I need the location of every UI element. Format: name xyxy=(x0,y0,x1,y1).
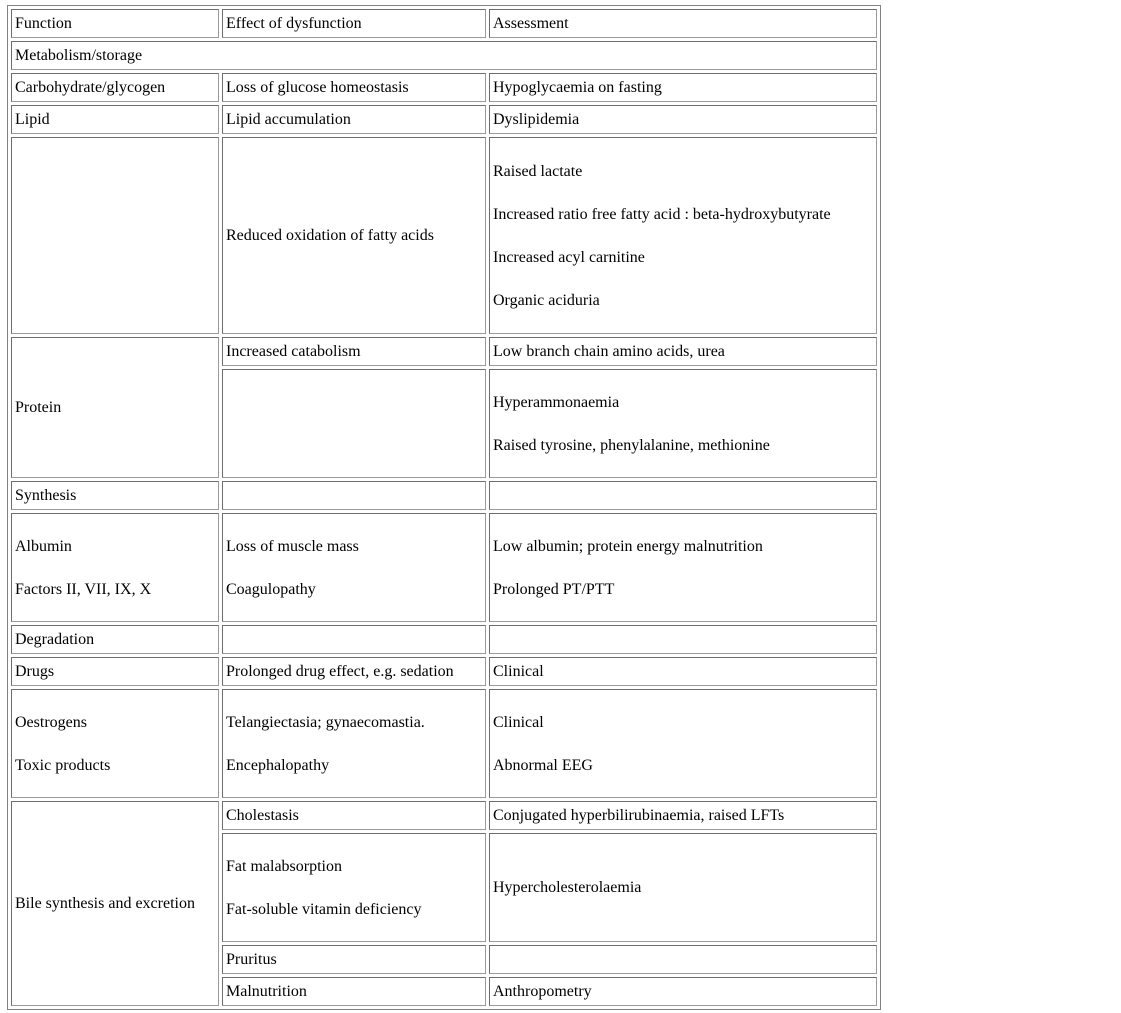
section-row-metabolism-storage xyxy=(11,41,877,70)
cell-assessment-cholestasis: Conjugated hyperbilirubinaemia, raised LFTs xyxy=(489,801,877,830)
cell-assessment-anthropometry: Anthropometry xyxy=(489,977,877,1006)
section-row-synthesis xyxy=(11,481,877,510)
cell-function-oestrogens-toxins xyxy=(11,689,219,798)
cell-function-bile-synthesis: Bile synthesis and excretion xyxy=(11,801,219,1006)
header-assessment: Assessment xyxy=(489,9,877,38)
table-row-protein-catabolism xyxy=(11,337,877,366)
empty-cell xyxy=(11,137,219,334)
cell-effect-albumin-factors xyxy=(222,513,486,622)
effect-line: Loss of muscle mass xyxy=(226,537,359,555)
cell-assessment-lipid: Dyslipidemia xyxy=(489,105,877,134)
assessment-line: Increased acyl carnitine xyxy=(493,248,645,266)
function-line: Factors II, VII, IX, X xyxy=(15,580,152,598)
cell-effect-cholestasis: Cholestasis xyxy=(222,801,486,830)
header-effect-of-dysfunction: Effect of dysfunction xyxy=(222,9,486,38)
cell-assessment-protein-amino-acids xyxy=(489,369,877,478)
table-row-carbohydrate xyxy=(11,73,877,102)
empty-cell xyxy=(222,369,486,478)
effect-line: Fat-soluble vitamin deficiency xyxy=(226,900,422,918)
cell-assessment-albumin-factors xyxy=(489,513,877,622)
table-row-bile-cholestasis xyxy=(11,801,877,830)
function-line: Albumin xyxy=(15,537,72,555)
table-row-fatty-acid-oxidation xyxy=(11,137,877,334)
section-label-degradation: Degradation xyxy=(11,625,219,654)
cell-assessment-oestrogens-toxins xyxy=(489,689,877,798)
cell-assessment-carbohydrate: Hypoglycaemia on fasting xyxy=(489,73,877,102)
empty-cell xyxy=(489,481,877,510)
table-row-lipid xyxy=(11,105,877,134)
empty-cell xyxy=(222,481,486,510)
empty-cell xyxy=(222,625,486,654)
cell-effect-oestrogens-toxins xyxy=(222,689,486,798)
cell-function-carbohydrate: Carbohydrate/glycogen xyxy=(11,73,219,102)
cell-effect-drugs: Prolonged drug effect, e.g. sedation xyxy=(222,657,486,686)
table-row-oestrogens-toxins xyxy=(11,689,877,798)
table-header-row xyxy=(11,9,877,38)
table-row-albumin-factors xyxy=(11,513,877,622)
header-function: Function xyxy=(11,9,219,38)
function-line: Oestrogens xyxy=(15,713,87,731)
assessment-line: Increased ratio free fatty acid : beta-hydroxybutyrate xyxy=(493,205,831,223)
cell-assessment-fat-malabsorption: Hypercholesterolaemia xyxy=(489,833,877,942)
cell-effect-protein-catabolism: Increased catabolism xyxy=(222,337,486,366)
assessment-line: Low albumin; protein energy malnutrition xyxy=(493,537,763,555)
effect-line: Telangiectasia; gynaecomastia. xyxy=(226,713,425,731)
cell-effect-fatty-acid-oxidation: Reduced oxidation of fatty acids xyxy=(222,137,486,334)
section-row-degradation xyxy=(11,625,877,654)
cell-assessment-fatty-acid-oxidation xyxy=(489,137,877,334)
cell-function-drugs: Drugs xyxy=(11,657,219,686)
cell-function-albumin-factors xyxy=(11,513,219,622)
table-row-drugs xyxy=(11,657,877,686)
section-label-synthesis: Synthesis xyxy=(11,481,219,510)
assessment-line: Raised tyrosine, phenylalanine, methionine xyxy=(493,436,770,454)
cell-effect-carbohydrate: Loss of glucose homeostasis xyxy=(222,73,486,102)
assessment-line: Prolonged PT/PTT xyxy=(493,580,615,598)
effect-line: Coagulopathy xyxy=(226,580,316,598)
cell-assessment-drugs: Clinical xyxy=(489,657,877,686)
liver-function-table xyxy=(7,5,881,1010)
assessment-line: Hyperammonaemia xyxy=(493,393,620,411)
cell-function-lipid: Lipid xyxy=(11,105,219,134)
section-label-metabolism-storage: Metabolism/storage xyxy=(11,41,877,70)
assessment-line: Raised lactate xyxy=(493,162,583,180)
function-line: Toxic products xyxy=(15,756,111,774)
cell-effect-lipid: Lipid accumulation xyxy=(222,105,486,134)
cell-assessment-protein-catabolism: Low branch chain amino acids, urea xyxy=(489,337,877,366)
empty-cell xyxy=(489,945,877,974)
assessment-line: Organic aciduria xyxy=(493,291,600,309)
cell-function-protein: Protein xyxy=(11,337,219,478)
effect-line: Fat malabsorption xyxy=(226,857,342,875)
cell-effect-pruritus: Pruritus xyxy=(222,945,486,974)
assessment-line: Abnormal EEG xyxy=(493,756,593,774)
assessment-line: Clinical xyxy=(493,713,544,731)
cell-effect-fat-malabsorption xyxy=(222,833,486,942)
effect-line: Encephalopathy xyxy=(226,756,330,774)
cell-effect-malnutrition: Malnutrition xyxy=(222,977,486,1006)
empty-cell xyxy=(489,625,877,654)
